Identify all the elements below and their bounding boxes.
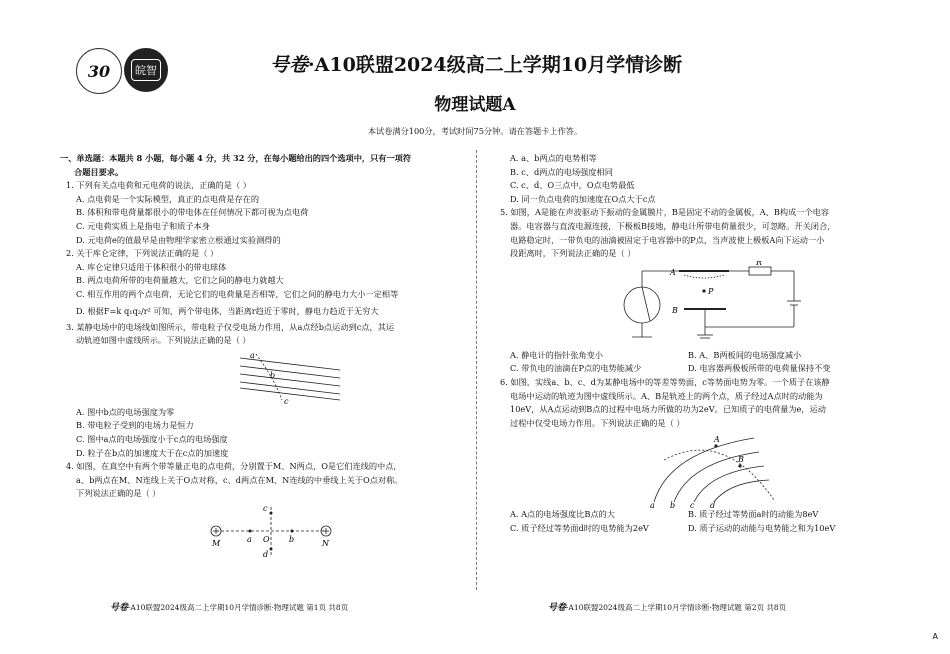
school-seal-left (76, 48, 122, 94)
exam-title (270, 50, 682, 77)
q2-option-c: C. 相互作用的两个点电荷，无论它们的电荷量是否相等，它们之间的静电力大小一定相等 (76, 288, 399, 299)
section-heading-2: 合题目要求。 (74, 166, 124, 177)
q6-option-c: C. 质子经过等势面d时的电势能为2eV (510, 522, 649, 533)
q3-option-b: B. 带电粒子受到的电场力是恒力 (76, 420, 194, 431)
q4-label-O: O (263, 534, 270, 544)
q5-option-b: B. A、B两板间的电场强度减小 (688, 349, 802, 360)
q6-label-a: a (650, 501, 655, 509)
q5-option-c: C. 带负电的油滴在P点的电势能减少 (510, 363, 642, 374)
capacitor-circuit-diagram (494, 261, 914, 349)
q6-option-b: B. 质子经过等势面a时的动能为8eV (688, 509, 819, 520)
section-heading: 一、单选题：本题共 8 小题，每小题 4 分，共 32 分，在每小题给出的四个选项中，只有一项符 (60, 153, 412, 163)
exam-note: 本试卷满分100分，考试时间75分钟。请在答题卡上作答。 (367, 126, 583, 136)
q4-stem: 4. 如图，在真空中有两个带等量正电的点电荷，分别置于M、N两点，O是它们连线的中点， (66, 461, 402, 472)
q6-stem-2: 电场中运动的轨迹为图中虚线所示。A、B是轨迹上的两个点，质子经过A点时的动能为 (510, 390, 823, 401)
q4-label-b: b (289, 534, 295, 544)
q6-stem: 6. 如图，实线a、b、c、d为某静电场中的等差等势面，c等势面电势为零。一个质子在该静 (500, 376, 830, 387)
q2-stem: 2. 关于库仑定律，下列说法正确的是（ ） (66, 248, 219, 259)
q1-option-a: A. 点电荷是一个实际模型，真正的点电荷是存在的 (76, 193, 260, 204)
footer-left-text: ·A10联盟2024级高二上学期10月学情诊断·物理试题 第1页 共8页 (128, 603, 349, 612)
seal-right-text: 皖智 (131, 59, 161, 81)
column-divider (476, 150, 477, 590)
q5-options-row-1 (494, 349, 914, 363)
q1-option-c: C. 元电荷实质上是指电子和质子本身 (76, 220, 210, 231)
q2-option-a: A. 库仑定律只适用于体积很小的带电球体 (76, 261, 227, 272)
q6-label-A: A (714, 435, 720, 445)
footer-left (110, 600, 348, 613)
q1-option-b: B. 体积和带电荷量都很小的带电体在任何情况下都可视为点电荷 (76, 207, 309, 218)
q3-stem: 3. 某静电场中的电场线如图所示，带电粒子仅受电场力作用，从a点经b点运动到c点，其运 (66, 321, 395, 332)
q3-figure (60, 348, 460, 406)
q5-figure (494, 261, 914, 349)
q3-label-b: b (270, 370, 276, 380)
q1-option-d: D. 元电荷e的值最早是由物理学家密立根通过实验测得的 (76, 234, 281, 245)
q5-stem-4: 段距离时，下列说法正确的是（ ） (510, 248, 636, 259)
q5-option-d: D. 电容器两极板所带的电荷量保持不变 (688, 363, 831, 374)
q2-option-d: D. 根据F=k q₁q₂/r² 可知，两个带电体，当距离r趋近于零时，静电力趋近于无穷大 (76, 305, 379, 316)
q6-label-d: d (710, 501, 716, 509)
brand-logo: 号卷 (270, 54, 309, 76)
seal-left-text: 30 (87, 61, 111, 81)
q3-option-c: C. 图中a点的电场强度小于c点的电场强度 (76, 433, 228, 444)
q5-options-row-2 (494, 362, 914, 376)
q5-stem: 5. 如图，A是能在声波驱动下振动的金属膜片，B是固定不动的金属板，A、B构成一个电容 (500, 207, 830, 218)
q4-label-M: M (212, 538, 221, 548)
q3-option-d: D. 粒子在b点的加速度大于在c点的加速度 (76, 447, 229, 458)
school-seal-right (124, 48, 168, 92)
q6-stem-4: 过程中仅受电场力作用。下列说法正确的是（ ） (510, 417, 685, 428)
footer-right-text: ·A10联盟2024级高二上学期10月学情诊断·物理试题 第2页 共8页 (566, 603, 787, 612)
q5-label-P: P (708, 286, 714, 296)
q6-stem-3: 10eV，从A点运动到B点的过程中电场力所做的功为2eV。已知质子的电荷量为e，运动 (510, 404, 826, 415)
footer-right (548, 600, 786, 613)
q4-option-b: B. c、d两点的电场强度相同 (510, 166, 613, 177)
q4-option-c: C. c、d、O三点中，O点电势最低 (510, 180, 635, 191)
q6-label-c: c (690, 501, 695, 509)
q1-stem: 1. 下列有关点电荷和元电荷的说法，正确的是（ ） (66, 180, 251, 191)
q5-label-A: A (670, 267, 676, 277)
q3-option-a: A. 图中b点的电场强度为零 (76, 406, 175, 417)
equipotential-diagram (494, 430, 914, 508)
q4-option-d: D. 同一负点电荷的加速度在O点大于c点 (510, 193, 656, 204)
q5-label-R: R (756, 260, 763, 267)
q4-figure (60, 501, 460, 561)
corner-mark: A (932, 632, 938, 641)
q4-label-N: N (322, 538, 329, 548)
q3-label-c: c (284, 396, 289, 406)
exam-subtitle: 物理试题A (434, 95, 516, 115)
q6-options-row-1 (494, 508, 914, 522)
q6-option-a: A. A点的电场强度比B点的大 (510, 509, 615, 520)
exam-title-text: ·A10联盟2024级高二上学期10月学情诊断 (308, 54, 683, 76)
footer-left-brand: 号卷 (110, 603, 129, 613)
footer-right-brand: 号卷 (548, 603, 567, 613)
q4-option-a: A. a、b两点的电势相等 (510, 153, 597, 163)
q4-stem-2: a、b两点在M、N连线上关于O点对称，c、d两点在M、N连线的中垂线上关于O点对称。 (76, 474, 403, 485)
q3-label-a: a (250, 350, 255, 360)
q5-stem-2: 器。电容器与直流电源连接，下极板B接地，静电计所带电荷量很少，可忽略。开关闭合， (510, 220, 836, 231)
q6-option-d: D. 质子运动的动能与电势能之和为10eV (688, 522, 836, 533)
q5-stem-3: 电路稳定时，一带负电的油滴被固定于电容器中的P点，当声波使上极板A向下运动一小 (510, 234, 825, 245)
q6-options-row-2 (494, 522, 914, 536)
left-column (60, 152, 460, 561)
q2-option-b: B. 两点电荷所带的电荷量越大，它们之间的静电力就越大 (76, 275, 284, 286)
two-charges-diagram (60, 501, 460, 561)
q4-label-d: d (263, 549, 269, 559)
q5-label-B: B (672, 305, 678, 315)
q6-label-B: B (738, 455, 744, 465)
q5-option-a: A. 静电计的指针张角变小 (510, 349, 603, 360)
q4-stem-3: 下列说法正确的是（ ） (76, 488, 161, 499)
right-column (494, 152, 914, 536)
q4-label-c: c (263, 503, 268, 513)
q4-label-a: a (247, 534, 252, 544)
q6-label-b: b (670, 501, 676, 509)
q6-figure (494, 430, 914, 508)
q3-stem-2: 动轨迹如图中虚线所示。下列说法正确的是（ ） (76, 335, 251, 346)
field-lines-diagram (60, 348, 460, 406)
